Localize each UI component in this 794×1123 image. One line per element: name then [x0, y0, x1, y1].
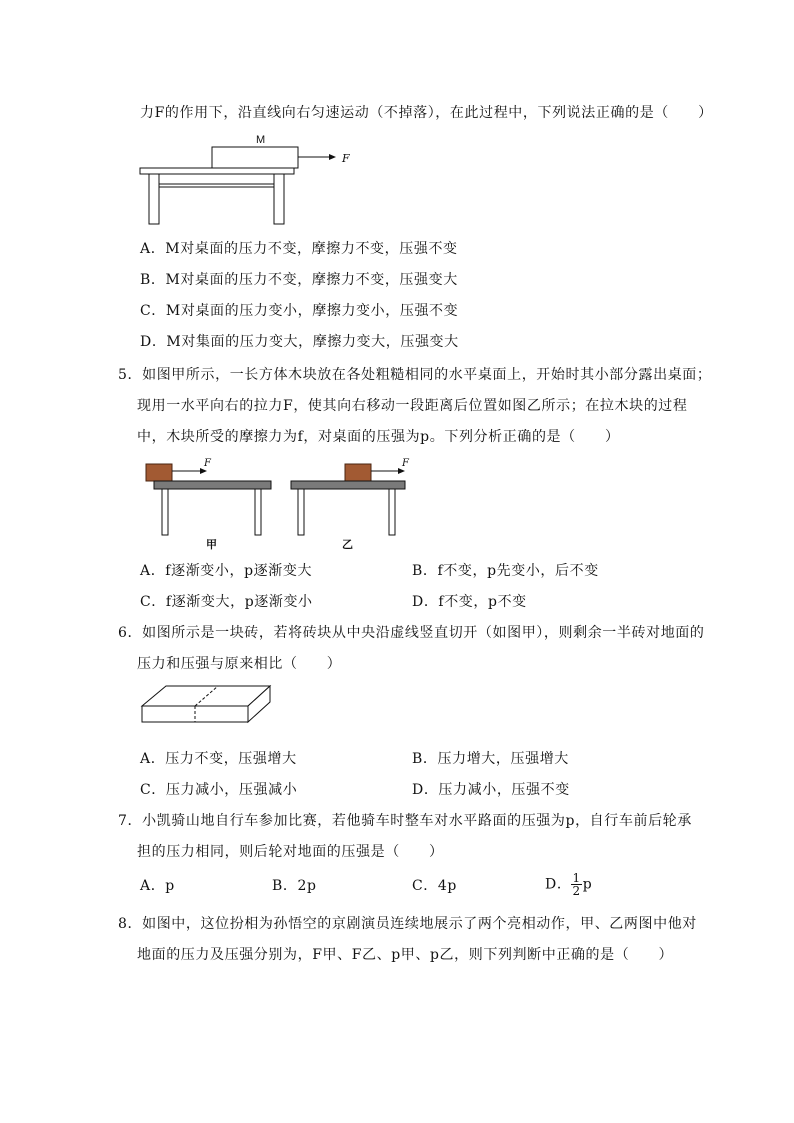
q8-stem-line-1: 8．如图中，这位扮相为孙悟空的京剧演员连续地展示了两个亮相动作，甲、乙两图中他对 — [118, 916, 697, 932]
q4-figure — [138, 132, 363, 228]
q5-table-top-left — [154, 481, 271, 489]
fraction-denominator: 2 — [572, 884, 581, 898]
q7-option-d-prefix: D． — [545, 876, 572, 893]
q7-stem-line-2: 担的压力相同，则后轮对地面的压强是（ ） — [137, 844, 444, 860]
q5-stem-line-1: 5．如图甲所示，一长方体木块放在各处粗糙相同的水平桌面上，开始时其小部分露出桌面； — [118, 367, 712, 383]
q4-fig-force-label: F — [342, 152, 350, 165]
q5-option-a: A．f逐渐变小，p逐渐变大 — [140, 563, 313, 579]
q6-brick-figure — [138, 684, 278, 736]
q6-option-d: D．压力减小，压强不变 — [412, 782, 570, 798]
q4-fig-block-label: M — [256, 134, 266, 146]
q4-option-b: B．M对桌面的压力不变，摩擦力不变，压强变大 — [140, 272, 458, 288]
q5-stem-line-2: 现用一水平向右的拉力F，使其向右移动一段距离后位置如图乙所示；在拉木块的过程 — [137, 398, 688, 414]
q5-option-c: C．f逐渐变大，p逐渐变小 — [140, 594, 313, 610]
q5-fig-label-right: 乙 — [342, 538, 353, 551]
q5-fig-force-label-left: F — [204, 458, 211, 469]
q4-block — [212, 147, 298, 168]
q6-stem-line-1: 6．如图所示是一块砖，若将砖块从中央沿虚线竖直切开（如图甲），则剩余一半砖对地面的 — [118, 625, 705, 641]
q7-option-d-fraction — [571, 872, 581, 897]
q5-table-top-right — [291, 481, 405, 489]
q6-option-a: A．压力不变，压强增大 — [140, 751, 297, 767]
q7-stem-line-1: 7．小凯骑山地自行车参加比赛，若他骑车时整车对水平路面的压强为p，自行车前后轮承 — [118, 813, 692, 829]
q6-option-b: B．压力增大，压强增大 — [412, 751, 569, 767]
q7-option-b: B．2p — [272, 878, 317, 894]
q7-option-c: C．4p — [412, 878, 457, 894]
q5-fig-label-left: 甲 — [206, 538, 217, 551]
q5-stem-line-3: 中，木块所受的摩擦力为f，对桌面的压强为p。下列分析正确的是（ ） — [137, 429, 620, 445]
q5-option-b: B．f不变，p先变小，后不变 — [412, 563, 599, 579]
q4-option-d: D．M对集面的压力变大，摩擦力变大，压强变大 — [140, 334, 459, 350]
q4-table-top — [140, 168, 294, 174]
q5-option-d: D．f不变，p不变 — [412, 594, 527, 610]
q5-fig-force-label-right: F — [402, 458, 409, 469]
fraction-numerator: 1 — [572, 871, 581, 885]
q6-option-c: C．压力减小，压强减小 — [140, 782, 298, 798]
q4-stem: 力F的作用下，沿直线向右匀速运动（不掉落），在此过程中，下列说法正确的是（ ） — [140, 105, 713, 121]
q8-stem-line-2: 地面的压力及压强分别为，F甲、F乙、p甲、p乙，则下列判断中正确的是（ ） — [137, 947, 674, 963]
q5-wood-block-left — [146, 464, 172, 481]
q6-stem-line-2: 压力和压强与原来相比（ ） — [137, 656, 342, 672]
q7-option-d — [545, 872, 592, 897]
q7-option-d-var: p — [582, 876, 593, 893]
q5-figure — [140, 456, 420, 554]
q4-option-a: A．M对桌面的压力不变，摩擦力不变，压强不变 — [140, 241, 458, 257]
q5-wood-block-right — [345, 464, 371, 481]
q4-option-c: C．M对桌面的压力变小，摩擦力变小，压强不变 — [140, 303, 459, 319]
q7-option-a: A．p — [140, 878, 175, 894]
